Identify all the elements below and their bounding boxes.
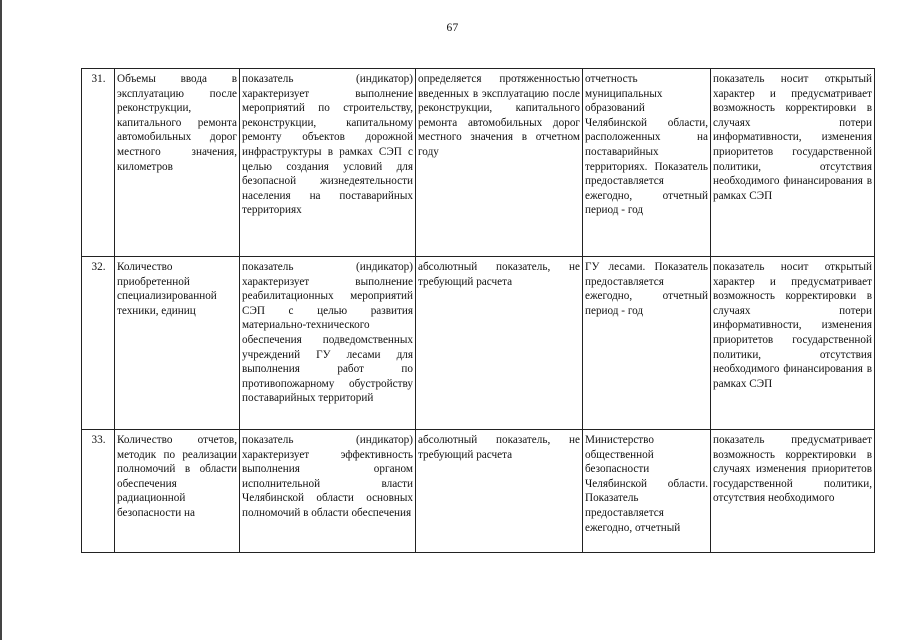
- data-source-text: Министерство общественной безопасности Челябинской области. Показатель предоставляется ежегодно, отчетный: [585, 434, 708, 534]
- indicator-name-cell: [115, 257, 240, 430]
- indicator-description-cell: [240, 257, 416, 430]
- data-source-cell: [583, 430, 711, 553]
- note-text: показатель носит открытый характер и предусматривает возможность корректировки в случаях потери информативности, изменения приоритетов государственной политики, отсутствия необходимого финансирования в рамках СЭП: [713, 261, 872, 390]
- row-number-cell: 31.: [82, 69, 115, 257]
- row-number-cell: 33.: [82, 430, 115, 553]
- indicator-description-text: показатель (индикатор) характеризует выполнение мероприятий по строительству, реконструкции, капитальному ремонту объектов дорожной инфраструктуры в рамках СЭП с целью создания условий для безопасной жизнедеятельности населения на поставарийных территориях: [242, 73, 413, 217]
- calculation-method-text: абсолютный показатель, не требующий расчета: [418, 434, 580, 461]
- note-cell: [711, 69, 875, 257]
- indicators-table: [81, 68, 875, 553]
- calculation-method-text: определяется протяженностью введенных в эксплуатацию после реконструкции, капитального ремонта автомобильных дорог местного значения в отчетном году: [418, 73, 580, 158]
- note-text: показатель предусматривает возможность корректировки в случаях изменения приоритетов государственной политики, отсутствия необходимого: [713, 434, 872, 505]
- data-source-cell: [583, 69, 711, 257]
- indicator-description-text: показатель (индикатор) характеризует выполнение реабилитационных мероприятий СЭП с целью развития материально-технического обеспечения подведомственных учреждений ГУ лесами для выполнения работ по противопожарному обустройству поставарийных территорий: [242, 261, 413, 405]
- page-number: 67: [446, 22, 459, 34]
- indicator-name-text: Количество отчетов, методик по реализации полномочий в области обеспечения радиационной безопасности на: [117, 434, 237, 519]
- note-cell: [711, 257, 875, 430]
- note-text: показатель носит открытый характер и предусматривает возможность корректировки в случаях потери информативности, изменения приоритетов государственной политики, отсутствия необходимого финансирования в рамках СЭП: [713, 73, 872, 202]
- calculation-method-cell: [416, 257, 583, 430]
- indicator-name-cell: [115, 430, 240, 553]
- calculation-method-cell: [416, 430, 583, 553]
- page-left-edge-line: [0, 0, 2, 640]
- table-row: [82, 430, 875, 553]
- data-source-cell: [583, 257, 711, 430]
- indicator-name-text: Количество приобретенной специализированной техники, единиц: [117, 261, 217, 317]
- table-row: [82, 69, 875, 257]
- data-source-text: отчетность муниципальных образований Челябинской области, расположенных на поставарийных территориях. Показатель предоставляется ежегодно, отчетный период - год: [585, 73, 708, 217]
- calculation-method-cell: [416, 69, 583, 257]
- row-number-cell: 32.: [82, 257, 115, 430]
- indicator-description-cell: [240, 69, 416, 257]
- data-source-text: ГУ лесами. Показатель предоставляется ежегодно, отчетный период - год: [585, 261, 708, 317]
- note-cell: [711, 430, 875, 553]
- calculation-method-text: абсолютный показатель, не требующий расчета: [418, 261, 580, 288]
- indicator-description-cell: [240, 430, 416, 553]
- indicator-description-text: показатель (индикатор) характеризует эффективность выполнения органом исполнительной власти Челябинской области основных полномочий в области обеспечения: [242, 434, 413, 519]
- indicator-name-text: Объемы ввода в эксплуатацию после реконструкции, капитального ремонта автомобильных дорог местного значения, километров: [117, 73, 237, 173]
- table-row: [82, 257, 875, 430]
- indicator-name-cell: [115, 69, 240, 257]
